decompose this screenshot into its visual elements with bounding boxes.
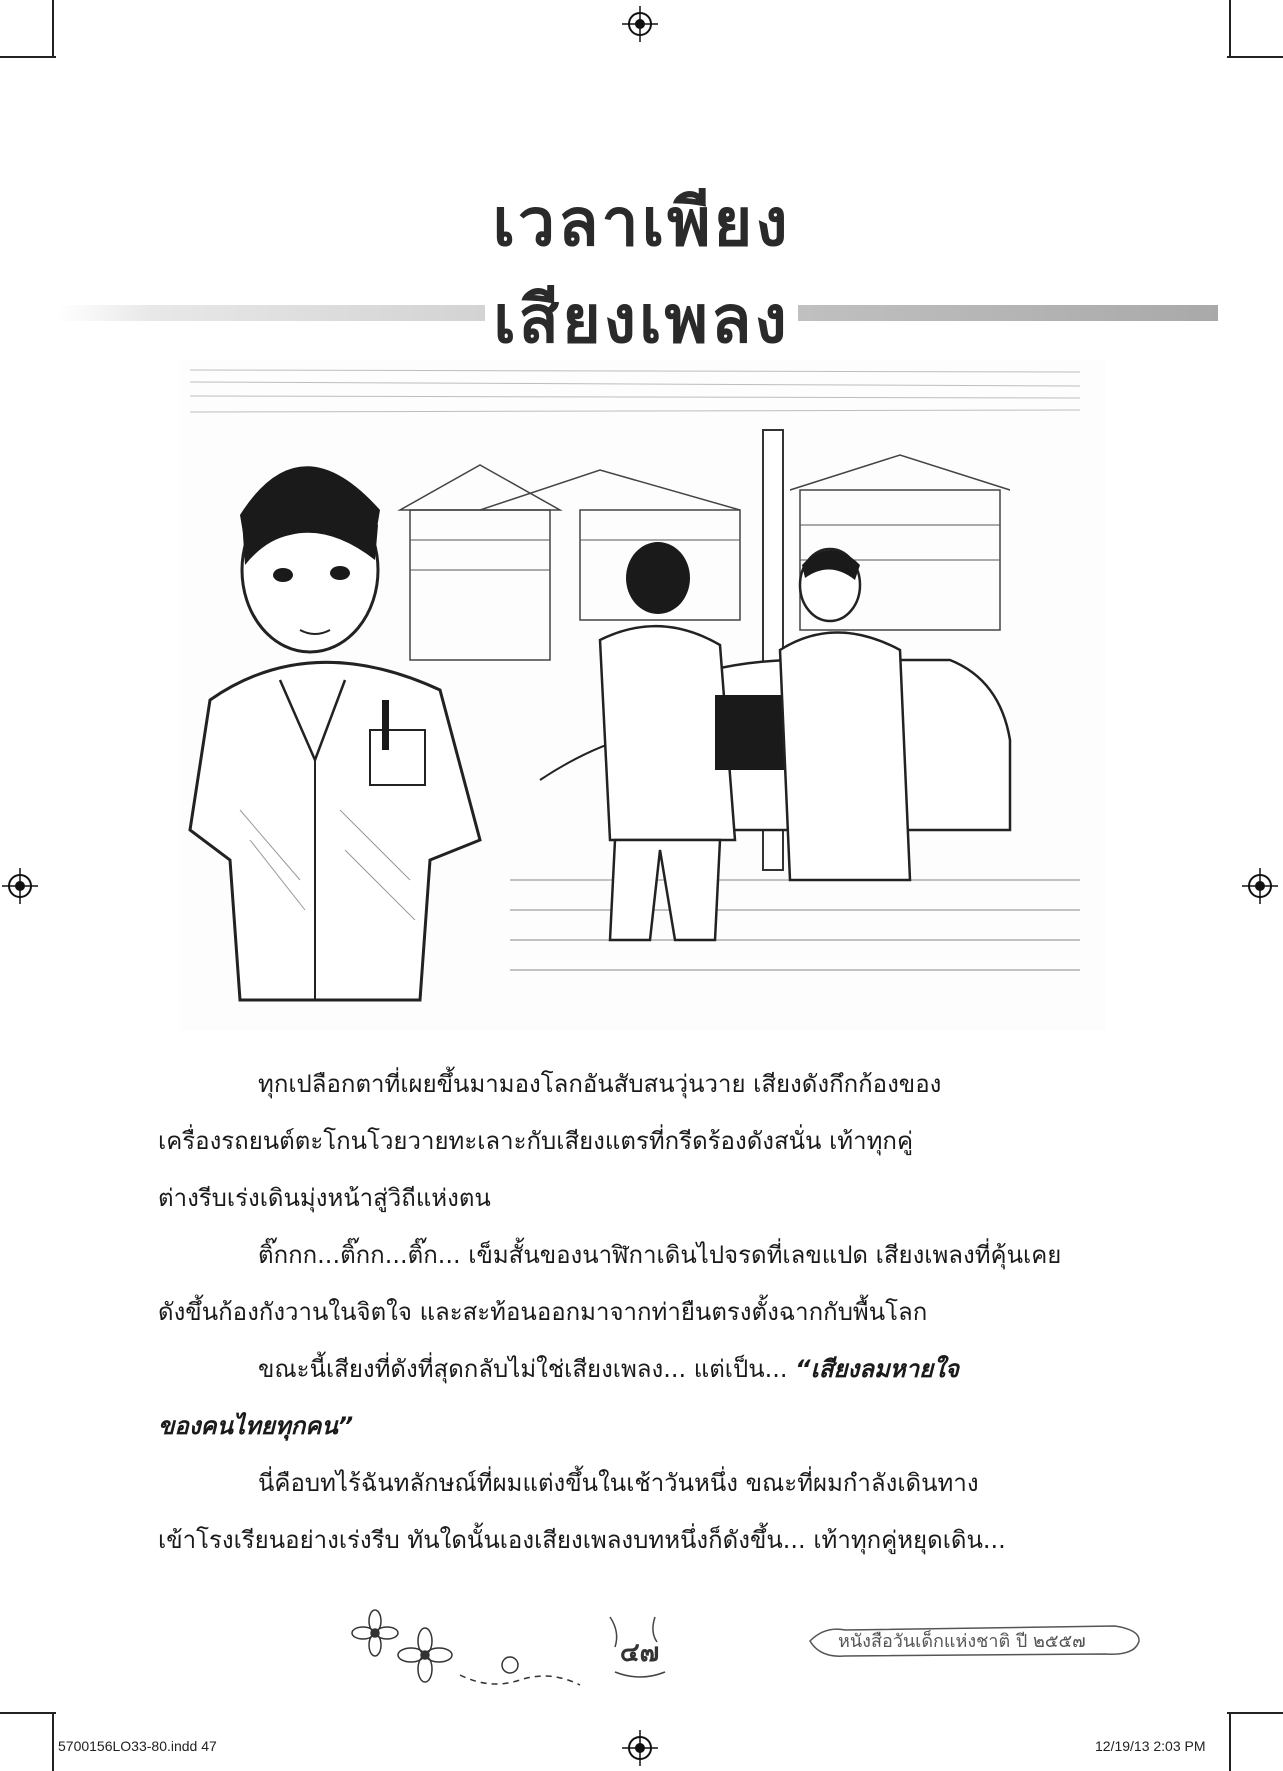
emphasized-quote: ของคนไทยทุกคน” — [158, 1412, 354, 1440]
registration-mark-icon — [620, 4, 660, 44]
paragraph-line — [158, 1341, 1124, 1398]
paragraph-line: ทุกเปลือกตาที่เผยขึ้นมามองโลกอันสับสนวุ่นวาย เสียงดังกึกก้องของ — [258, 1070, 942, 1098]
page-title-line-1: เวลาเพียง — [492, 184, 791, 261]
crop-mark — [0, 1712, 56, 1714]
page-number: ๔๗ — [620, 1638, 660, 1668]
crop-mark — [1229, 1712, 1231, 1771]
paragraph-line: ติ๊กกก...ติ๊กก...ติ๊ก... เข็มสั้นของนาฬิกาเดินไปจรดที่เลขแปด เสียงเพลงที่คุ้นเคย — [258, 1241, 1062, 1269]
crop-mark — [52, 1712, 54, 1771]
story-illustration — [180, 360, 1106, 1030]
crop-mark — [1227, 56, 1283, 58]
paragraph-text: ขณะนี้เสียงที่ดังที่สุดกลับไม่ใช่เสียงเพลง... แต่เป็น... — [258, 1355, 796, 1383]
print-slug-datetime: 12/19/13 2:03 PM — [1095, 1738, 1206, 1754]
page-title-line-2: เสียงเพลง — [485, 281, 797, 358]
crop-mark — [52, 0, 54, 58]
paragraph-line: ต่างรีบเร่งเดินมุ่งหน้าสู่วิถีแห่งตน — [158, 1184, 491, 1212]
registration-mark-icon — [620, 1728, 660, 1768]
crop-mark — [1229, 0, 1231, 58]
page-title-line-2-wrap — [0, 281, 1283, 358]
paragraph-line: เข้าโรงเรียนอย่างเร่งรีบ ทันใดนั้นเองเสียงเพลงบทหนึ่งก็ดังขึ้น... เท้าทุกคู่หยุดเดิน... — [158, 1526, 1006, 1554]
emphasized-quote: “เสียงลมหายใจ — [795, 1355, 959, 1383]
registration-mark-icon — [1240, 866, 1280, 906]
paragraph-line: เครื่องรถยนต์ตะโกนโวยวายทะเลาะกับเสียงแตรที่กรีดร้องดังสนั่น เท้าทุกคู่ — [158, 1127, 913, 1155]
crop-mark — [0, 56, 56, 58]
story-body — [158, 1056, 1124, 1569]
paragraph-line: นี่คือบทไร้ฉันทลักษณ์ที่ผมแต่งขึ้นในเช้าวันหนึ่ง ขณะที่ผมกำลังเดินทาง — [258, 1469, 979, 1497]
registration-mark-icon — [0, 866, 40, 906]
paragraph-line: ดังขึ้นก้องกังวานในจิตใจ และสะท้อนออกมาจากท่ายืนตรงตั้งฉากกับพื้นโลก — [158, 1298, 928, 1326]
book-caption: หนังสือวันเด็กแห่งชาติ ปี ๒๕๕๗ — [838, 1631, 1086, 1652]
print-slug-file: 5700156LO33-80.indd 47 — [58, 1738, 217, 1754]
crop-mark — [1227, 1712, 1283, 1714]
